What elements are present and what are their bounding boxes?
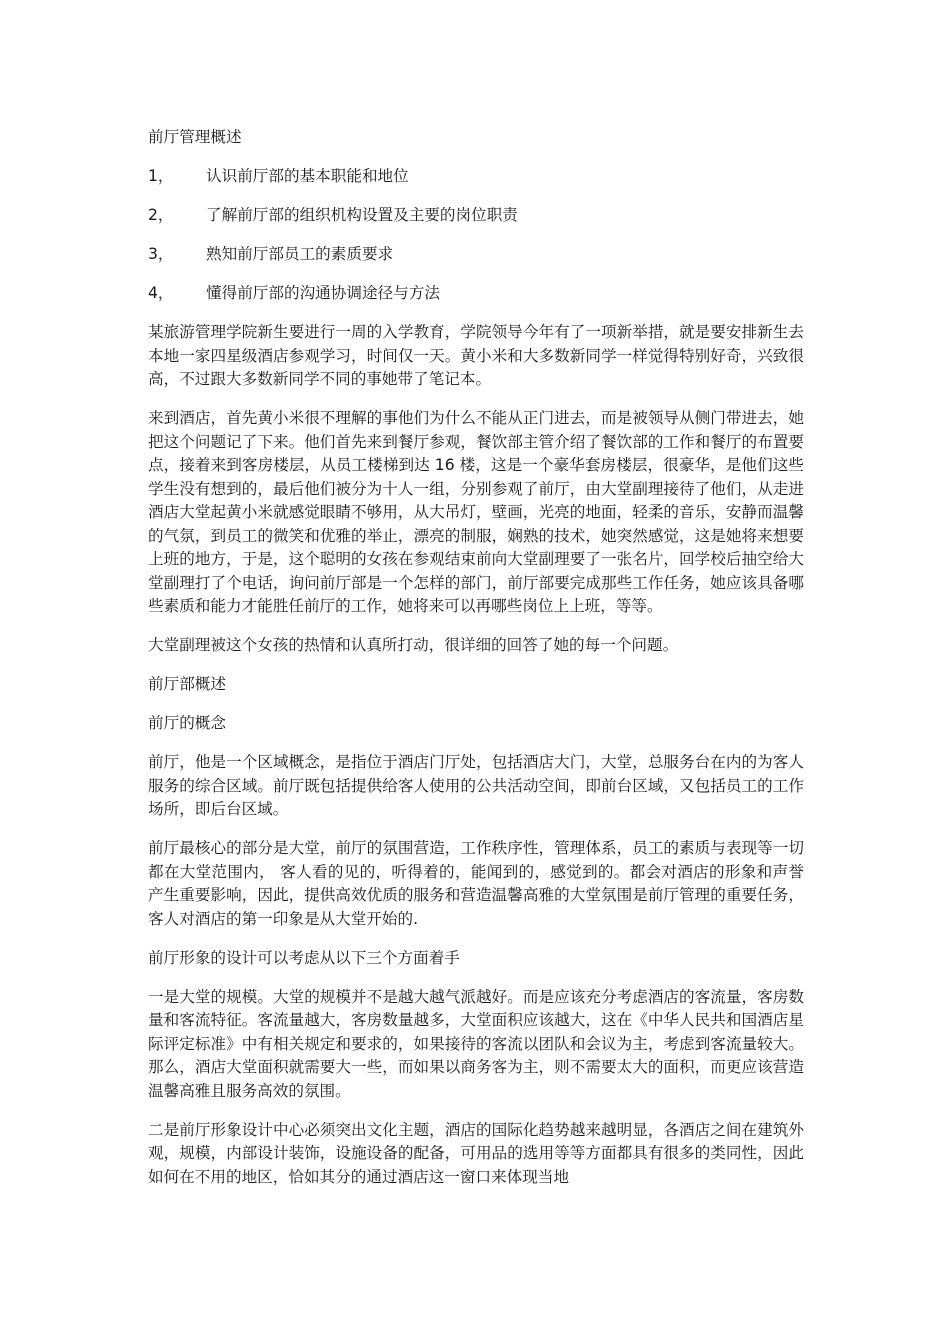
paragraph-definition: 前厅，他是一个区域概念，是指位于酒店门厅处，包括酒店大门，大堂，总服务台在内的为客人服务的综合区域。前厅既包括提供给客人使用的公共活动空间，即前台区域，又包括员工的工作场所，即后台区域。 [148, 753, 804, 818]
document-page [148, 126, 804, 1205]
objective-item [148, 243, 804, 267]
objective-text: 懂得前厅部的沟通协调途径与方法 [206, 284, 440, 302]
objective-text: 熟知前厅部员工的素质要求 [206, 245, 394, 263]
objective-number: 2， [148, 206, 174, 224]
objective-item [148, 165, 804, 189]
paragraph-point-two: 二是前厅形象设计中心必须突出文化主题，酒店的国际化趋势越来越明显，各酒店之间在建筑外观，规模，内部设计装饰，设施设备的配备，可用品的选用等等方面都具有很多的类同性，因此如何在不用的地区，恰如其分的通过酒店这一窗口来体现当地 [148, 1120, 804, 1186]
paragraph-point-one: 一是大堂的规模。大堂的规模并不是越大越气派越好。而是应该充分考虑酒店的客流量，客房数量和客流特征。客流量越大，客房数量越多，大堂面积应该越大，这在《中华人民共和国酒店星际评定标准》中有相关规定和要求的，如果接待的客流以团队和会议为主，考虑到客流量较大。那么，酒店大堂面积就需要大一些，而如果以商务客为主，则不需要太大的面积，而更应该营造温馨高雅且服务高效的氛围。 [148, 987, 804, 1100]
objective-item [148, 204, 804, 228]
objective-number: 4， [148, 284, 174, 302]
paragraph-design-intro: 前厅形象的设计可以考虑从以下三个方面着手 [148, 948, 460, 967]
section-heading: 前厅部概述 [148, 675, 226, 693]
paragraph-answer: 大堂副理被这个女孩的热情和认真所打动，很详细的回答了她的每一个问题。 [148, 636, 679, 654]
subsection-heading: 前厅的概念 [148, 714, 226, 732]
paragraph-visit: 来到酒店，首先黄小米很不理解的事他们为什么不能从正门进去，而是被领导从侧门带进去，她把这个问题记了下来。他们首先来到餐厅参观，餐饮部主管介绍了餐饮部的工作和餐厅的布置要点，接着来到客房楼层，从员工楼梯到达 16 楼，这是一个豪华套房楼层，很豪华，是他们这些学生没有想到的，最后他们被分为十人一组，分别参观了前厅，由大堂副理接待了他们，从走进酒店大堂起黄小米就感觉眼睛不够用，从大吊灯，壁画，光亮的地面，轻柔的音乐，安静而温馨的气氛，到员工的微笑和优雅的举止，漂亮的制服，娴熟的技术，她突然感觉，这是她将来想要上班的地方，于是，这个聪明的女孩在参观结束前向大堂副理要了一张名片，回学校后抽空给大堂副理打了个电话，询问前厅部是一个怎样的部门，前厅部要完成那些工作任务，她应该具备哪些素质和能力才能胜任前厅的工作，她将来可以再哪些岗位上上班，等等。 [148, 409, 804, 615]
objective-item [148, 282, 804, 306]
objective-number: 1， [148, 167, 174, 185]
objective-number: 3， [148, 245, 174, 263]
objective-text: 了解前厅部的组织机构设置及主要的岗位职责 [206, 206, 518, 224]
objective-text: 认识前厅部的基本职能和地位 [206, 167, 409, 185]
paragraph-lobby: 前厅最核心的部分是大堂，前厅的氛围营造，工作秩序性，管理体系，员工的素质与表现等一切都在大堂范围内， 客人看的见的，听得着的，能闻到的，感觉到的。都会对酒店的形象和声誉产生重要影响，因此，提供高效优质的服务和营造温馨高雅的大堂氛围是前厅管理的重要任务，客人对酒店的第一印象是从大堂开始的. [148, 839, 804, 928]
paragraph-intro: 某旅游管理学院新生要进行一周的入学教育，学院领导今年有了一项新举措，就是要安排新生去本地一家四星级酒店参观学习，时间仅一天。黄小米和大多数新同学一样觉得特别好奇，兴致很高，不过跟大多数新同学不同的事她带了笔记本。 [148, 323, 804, 388]
document-title: 前厅管理概述 [148, 128, 242, 146]
